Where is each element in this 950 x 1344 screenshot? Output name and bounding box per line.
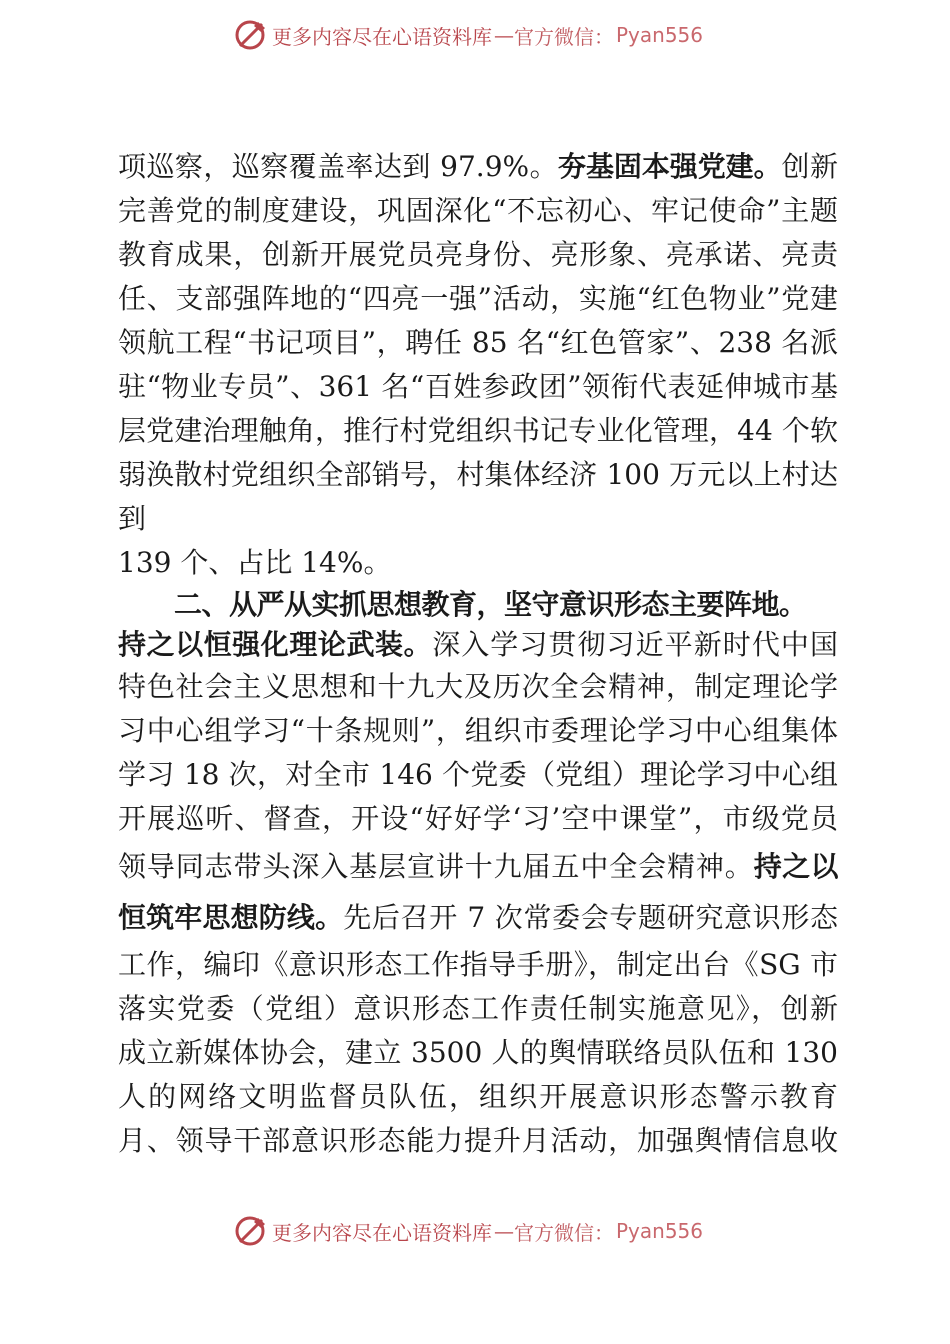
text-line <box>118 145 838 189</box>
text-line: 驻“物业专员”、361 名“百姓参政团”领衔代表延伸城市基 <box>118 370 838 403</box>
bold-heading: 持之以恒强化理论武装。 <box>118 628 433 661</box>
text-line: 领航工程“书记项目”，聘任 85 名“红色管家”、238 名派 <box>118 326 838 359</box>
text-line: 开展巡听、督查，开设“好好学‘习’空中课堂”，市级党员 <box>118 802 838 835</box>
bold-heading: 夯基固本强党建。 <box>558 150 782 183</box>
bold-heading: 持之以 <box>753 850 838 883</box>
text-segment: 先后召开 7 次常委会专题研究意识形态 <box>343 901 838 934</box>
pen-logo-icon <box>234 18 268 52</box>
header-banner <box>234 17 703 53</box>
section-heading: 二、从严从实抓思想教育，坚守意识形态主要阵地。 <box>174 588 807 621</box>
text-line: 139 个、占比 14%。 <box>118 546 392 579</box>
text-line: 成立新媒体协会，建立 3500 人的舆情联络员队伍和 130 <box>118 1036 838 1069</box>
text-line: 工作，编印《意识形态工作指导手册》，制定出台《SG 市 <box>118 948 838 981</box>
text-line: 到 <box>118 502 147 535</box>
text-line: 学习 18 次，对全市 146 个党委（党组）理论学习中心组 <box>118 758 838 791</box>
text-line: 弱涣散村党组织全部销号，村集体经济 100 万元以上村达 <box>118 458 838 491</box>
footer-banner <box>234 1213 703 1249</box>
text-line <box>118 625 838 665</box>
footer-wechat-id: Pyan556 <box>616 1219 704 1243</box>
header-wechat-id: Pyan556 <box>616 23 704 47</box>
header-main-text: 更多内容尽在心语资料库 <box>272 24 492 49</box>
text-line <box>118 841 838 893</box>
text-line <box>118 893 838 943</box>
text-line: 月、领导干部意识形态能力提升月活动，加强舆情信息收 <box>118 1124 838 1157</box>
document-body <box>118 145 838 1163</box>
footer-main-text: 更多内容尽在心语资料库 <box>272 1220 492 1245</box>
text-line: 完善党的制度建设，巩固深化“不忘初心、牢记使命”主题 <box>118 194 838 227</box>
footer-sub-text: 官方微信： <box>514 1220 614 1245</box>
header-sub-text: 官方微信： <box>514 24 614 49</box>
text-line: 任、支部强阵地的“四亮一强”活动，实施“红色物业”党建 <box>118 282 838 315</box>
text-line: 落实党委（党组）意识形态工作责任制实施意见》，创新 <box>118 992 838 1025</box>
text-segment: 深入学习贯彻习近平新时代中国 <box>432 628 838 661</box>
text-line: 习中心组学习“十条规则”，组织市委理论学习中心组集体 <box>118 714 838 747</box>
text-segment: 创新 <box>781 150 838 183</box>
footer-dash: — <box>494 1219 512 1243</box>
text-line: 特色社会主义思想和十九大及历次全会精神，制定理论学 <box>118 670 838 703</box>
pen-logo-icon <box>234 1214 268 1248</box>
text-segment: 项巡察，巡察覆盖率达到 97.9%。 <box>118 150 559 183</box>
header-dash: — <box>494 23 512 47</box>
text-line: 层党建治理触角，推行村党组织书记专业化管理，44 个软 <box>118 414 838 447</box>
text-segment: 领导同志带头深入基层宣讲十九届五中全会精神。 <box>118 850 754 883</box>
text-line: 人的网络文明监督员队伍，组织开展意识形态警示教育 <box>118 1080 838 1113</box>
text-line: 教育成果，创新开展党员亮身份、亮形象、亮承诺、亮责 <box>118 238 838 271</box>
bold-heading: 恒筑牢思想防线。 <box>118 901 344 934</box>
